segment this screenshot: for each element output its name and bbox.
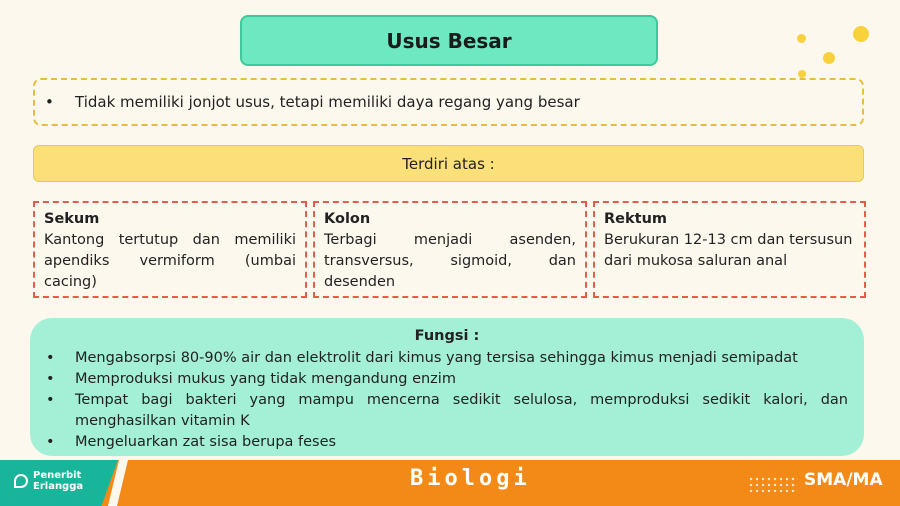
part-card-sekum [33,201,307,298]
list-item [46,369,848,390]
list-item [46,348,848,369]
bullet: • [46,371,55,387]
part-description: Terbagi menjadi asenden, transversus, sigmoid, dan desenden [324,232,576,290]
subject-label: Biologi [410,466,531,491]
note-text: Tidak memiliki jonjot usus, tetapi memiliki daya regang yang besar [75,93,580,111]
functions-list [46,348,848,453]
functions-panel [30,318,864,456]
page-title: Usus Besar [240,15,658,66]
part-description: Kantong tertutup dan memiliki apendiks vermiform (umbai cacing) [44,232,296,290]
bullet: • [45,93,54,111]
part-description: Berukuran 12-13 cm dan tersusun dari mukosa saluran anal [604,232,853,269]
function-text: Mengabsorpsi 80-90% air dan elektrolit dari kimus yang tersisa sehingga kimus menjadi semipadat [75,350,798,366]
decor-dot [823,52,835,64]
bullet: • [46,392,55,408]
functions-title: Fungsi : [414,328,480,344]
part-name: Sekum [44,211,100,227]
level-label: SMA/MA [804,470,883,490]
note-box [33,78,864,126]
decor-dot [797,34,806,43]
consists-banner: Terdiri atas : [33,145,864,182]
part-card-rektum [593,201,866,298]
publisher-logo [14,470,83,492]
function-text: Tempat bagi bakteri yang mampu mencerna sedikit selulosa, memproduksi sedikit kalori, dan menghasilkan vitamin K [75,392,848,429]
publisher-line2: Erlangga [33,481,84,492]
list-item [46,390,848,432]
decor-dot [853,26,869,42]
list-item [46,432,848,453]
publisher-line1: Penerbit [33,470,82,481]
dot-pattern-decor [748,476,798,492]
function-text: Mengeluarkan zat sisa berupa feses [75,434,337,450]
part-card-kolon [313,201,587,298]
part-name: Rektum [604,211,668,227]
function-text: Memproduksi mukus yang tidak mengandung enzim [75,371,456,387]
bullet: • [46,350,55,366]
bullet: • [46,434,55,450]
decor-dot [798,70,806,78]
part-name: Kolon [324,211,371,227]
publisher-icon [14,474,28,488]
